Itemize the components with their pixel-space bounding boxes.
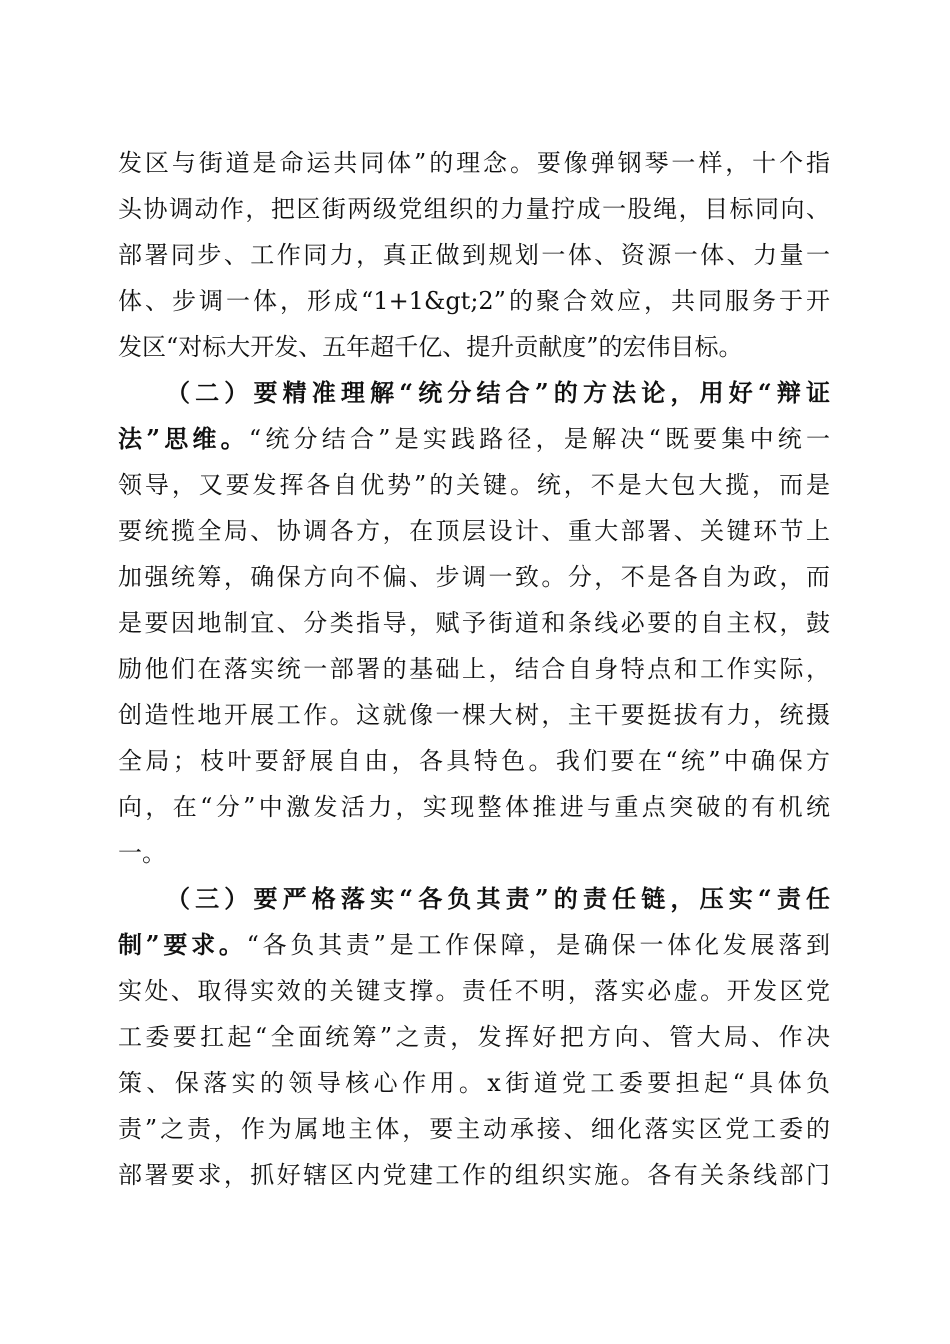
paragraph-line: 向，在“分”中激发活力，实现整体推进与重点突破的有机统 — [118, 793, 830, 821]
paragraph-line — [118, 416, 830, 462]
paragraph-line: 发区“对标大开发、五年超千亿、提升贡献度”的宏伟目标。 — [118, 333, 743, 361]
paragraph-line: 责”之责，作为属地主体，要主动承接、细化落实区党工委的 — [118, 1115, 830, 1143]
paragraph-1 — [118, 140, 830, 370]
section-heading: （三）要严格落实“各负其责”的责任链，压实“责任 — [166, 884, 830, 913]
paragraph-line: 一。 — [118, 839, 166, 867]
document-body — [118, 140, 830, 1198]
section-heading-end: 法”思维。 — [118, 424, 249, 453]
paragraph-line: 策、保落实的领导核心作用。x街道党工委要担起“具体负 — [118, 1069, 830, 1097]
paragraph-text: “各负其责”是工作保障，是确保一体化发展落到 — [246, 931, 830, 959]
paragraph-line: 部署要求，抓好辖区内党建工作的组织实施。各有关条线部门 — [118, 1161, 830, 1189]
paragraph-line: 部署同步、工作同力，真正做到规划一体、资源一体、力量一 — [118, 241, 830, 269]
paragraph-line: 励他们在落实统一部署的基础上，结合自身特点和工作实际， — [118, 655, 830, 683]
paragraph-line: 要统揽全局、协调各方，在顶层设计、重大部署、关键环节上 — [118, 517, 830, 545]
section-heading: （二）要精准理解“统分结合”的方法论，用好“辩证 — [166, 378, 830, 407]
paragraph-line: 领导，又要发挥各自优势”的关键。统，不是大包大揽，而是 — [118, 471, 830, 499]
paragraph-line: 工委要扛起“全面统筹”之责，发挥好把方向、管大局、作决 — [118, 1023, 830, 1051]
paragraph-line: 发区与街道是命运共同体”的理念。要像弹钢琴一样，十个指 — [118, 149, 830, 177]
paragraph-line: 实处、取得实效的关键支撑。责任不明，落实必虚。开发区党 — [118, 977, 830, 1005]
paragraph-line: 是要因地制宜、分类指导，赋予街道和条线必要的自主权，鼓 — [118, 609, 830, 637]
paragraph-line: 全局；枝叶要舒展自由，各具特色。我们要在“统”中确保方 — [118, 747, 830, 775]
paragraph-line: 体、步调一体，形成“1+1&gt;2”的聚合效应，共同服务于开 — [118, 287, 830, 315]
paragraph-text: “统分结合”是实践路径，是解决“既要集中统一 — [248, 425, 830, 453]
paragraph-2 — [118, 370, 830, 876]
paragraph-line — [118, 922, 830, 968]
paragraph-line: 创造性地开展工作。这就像一棵大树，主干要挺拔有力，统摄 — [118, 701, 830, 729]
paragraph-line: 头协调动作，把区街两级党组织的力量拧成一股绳，目标同向、 — [118, 195, 830, 223]
paragraph-3 — [118, 876, 830, 1198]
paragraph-line: 加强统筹，确保方向不偏、步调一致。分，不是各自为政，而 — [118, 563, 830, 591]
section-heading-end: 制”要求。 — [118, 930, 247, 959]
